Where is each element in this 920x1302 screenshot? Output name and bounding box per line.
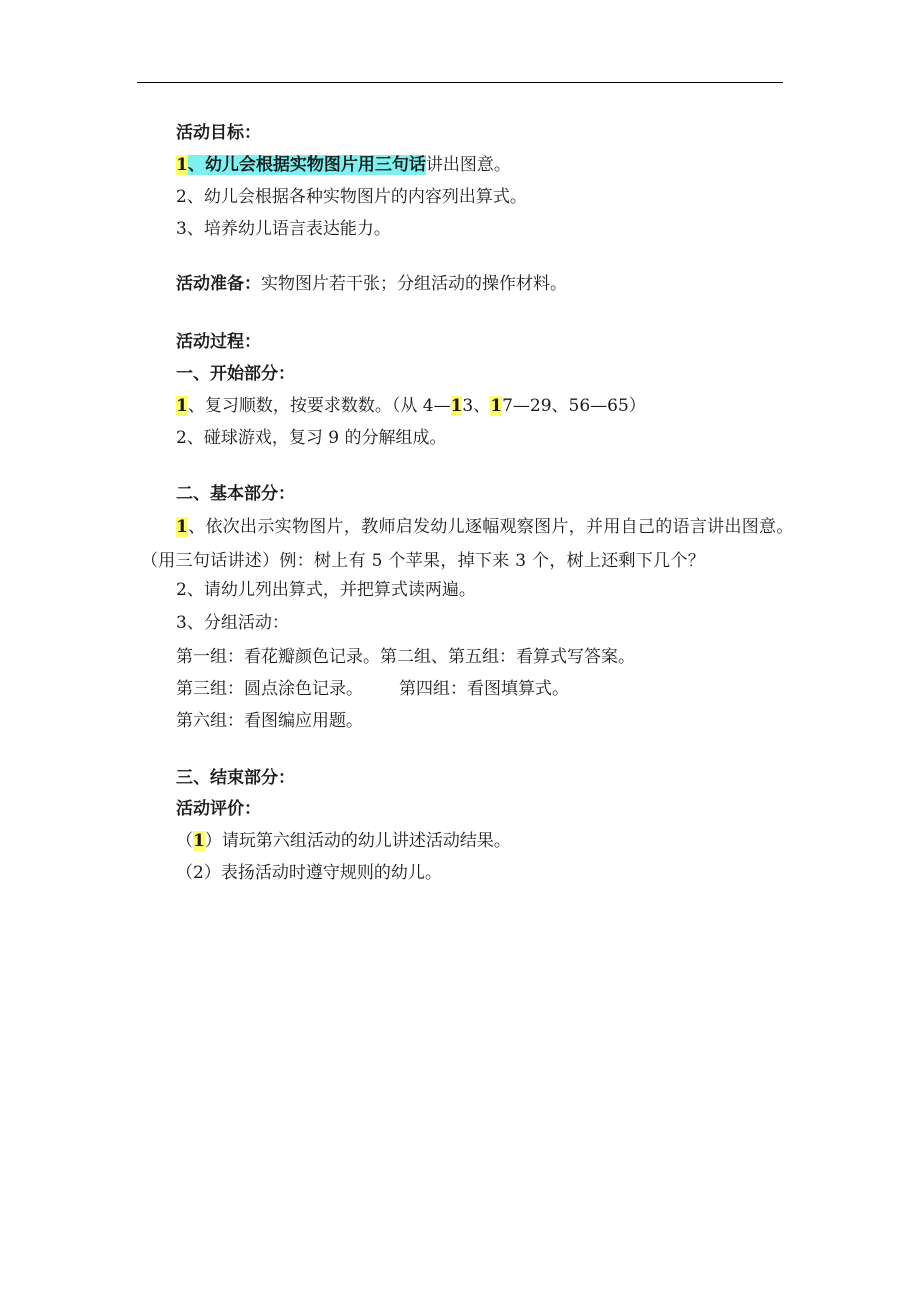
prep-label: 活动准备： bbox=[176, 274, 261, 294]
part2-item-3: 3、分组活动： bbox=[176, 613, 289, 633]
goal-heading: 活动目标： bbox=[176, 123, 261, 143]
part1-heading: 一、开始部分： bbox=[176, 364, 295, 384]
process-heading: 活动过程： bbox=[176, 332, 261, 352]
part2-heading: 二、基本部分： bbox=[176, 484, 295, 504]
goal-1 bbox=[176, 153, 511, 177]
part1-item-1-text-e: 7—29、56—65） bbox=[502, 396, 646, 416]
group-3: 第三组：圆点涂色记录。 bbox=[176, 679, 363, 699]
part2-item-1 bbox=[141, 510, 801, 578]
part1-item-2: 2、碰球游戏，复习 9 的分解组成。 bbox=[176, 428, 447, 448]
goal-2: 2、幼儿会根据各种实物图片的内容列出算式。 bbox=[176, 187, 527, 207]
group-6-line: 第六组：看图编应用题。 bbox=[176, 711, 363, 731]
part2-item-2: 2、请幼儿列出算式，并把算式读两遍。 bbox=[176, 580, 476, 600]
part1-item-1 bbox=[176, 394, 646, 418]
part1-item-1-text-a: 、复习顺数，按要求数数。（从 4— bbox=[187, 396, 451, 416]
evaluation-1-text: ）请玩第六组活动的幼儿讲述活动结果。 bbox=[204, 831, 511, 851]
prep-text: 实物图片若干张；分组活动的操作材料。 bbox=[261, 274, 567, 294]
part1-item-1-text-c: 3、 bbox=[462, 396, 491, 416]
group-1-line: 第一组：看花瓣颜色记录。第二组、第五组：看算式写答案。 bbox=[176, 647, 635, 667]
prep-line bbox=[176, 272, 567, 296]
header-rule bbox=[137, 82, 783, 83]
evaluation-1-open: （ bbox=[176, 831, 193, 851]
part1-item-1-number: 1 bbox=[176, 396, 188, 416]
goal-1-rest: 讲出图意。 bbox=[425, 155, 511, 175]
part3-heading: 三、结束部分： bbox=[176, 768, 295, 788]
part2-item-1-text: 、依次出示实物图片，教师启发幼儿逐幅观察图片，并用自己的语言讲出图意。（用三句话讲述）例：树上有 5 个苹果，掉下来 3 个，树上还剩下几个？ bbox=[141, 517, 794, 571]
highlight-digit: 1 bbox=[450, 396, 463, 416]
group-4: 第四组：看图填算式。 bbox=[399, 679, 569, 699]
evaluation-heading: 活动评价： bbox=[176, 799, 261, 819]
part2-item-1-number: 1 bbox=[176, 517, 189, 537]
highlight-digit: 1 bbox=[490, 396, 503, 416]
evaluation-2: （2）表扬活动时遵守规则的幼儿。 bbox=[176, 863, 442, 883]
group-3-line bbox=[176, 677, 569, 701]
evaluation-1-number: 1 bbox=[193, 831, 205, 851]
evaluation-1 bbox=[176, 829, 511, 853]
goal-3: 3、培养幼儿语言表达能力。 bbox=[176, 219, 391, 239]
goal-1-highlight: 、幼儿会根据实物图片用三句话 bbox=[187, 155, 426, 175]
goal-1-number: 1 bbox=[176, 155, 188, 175]
